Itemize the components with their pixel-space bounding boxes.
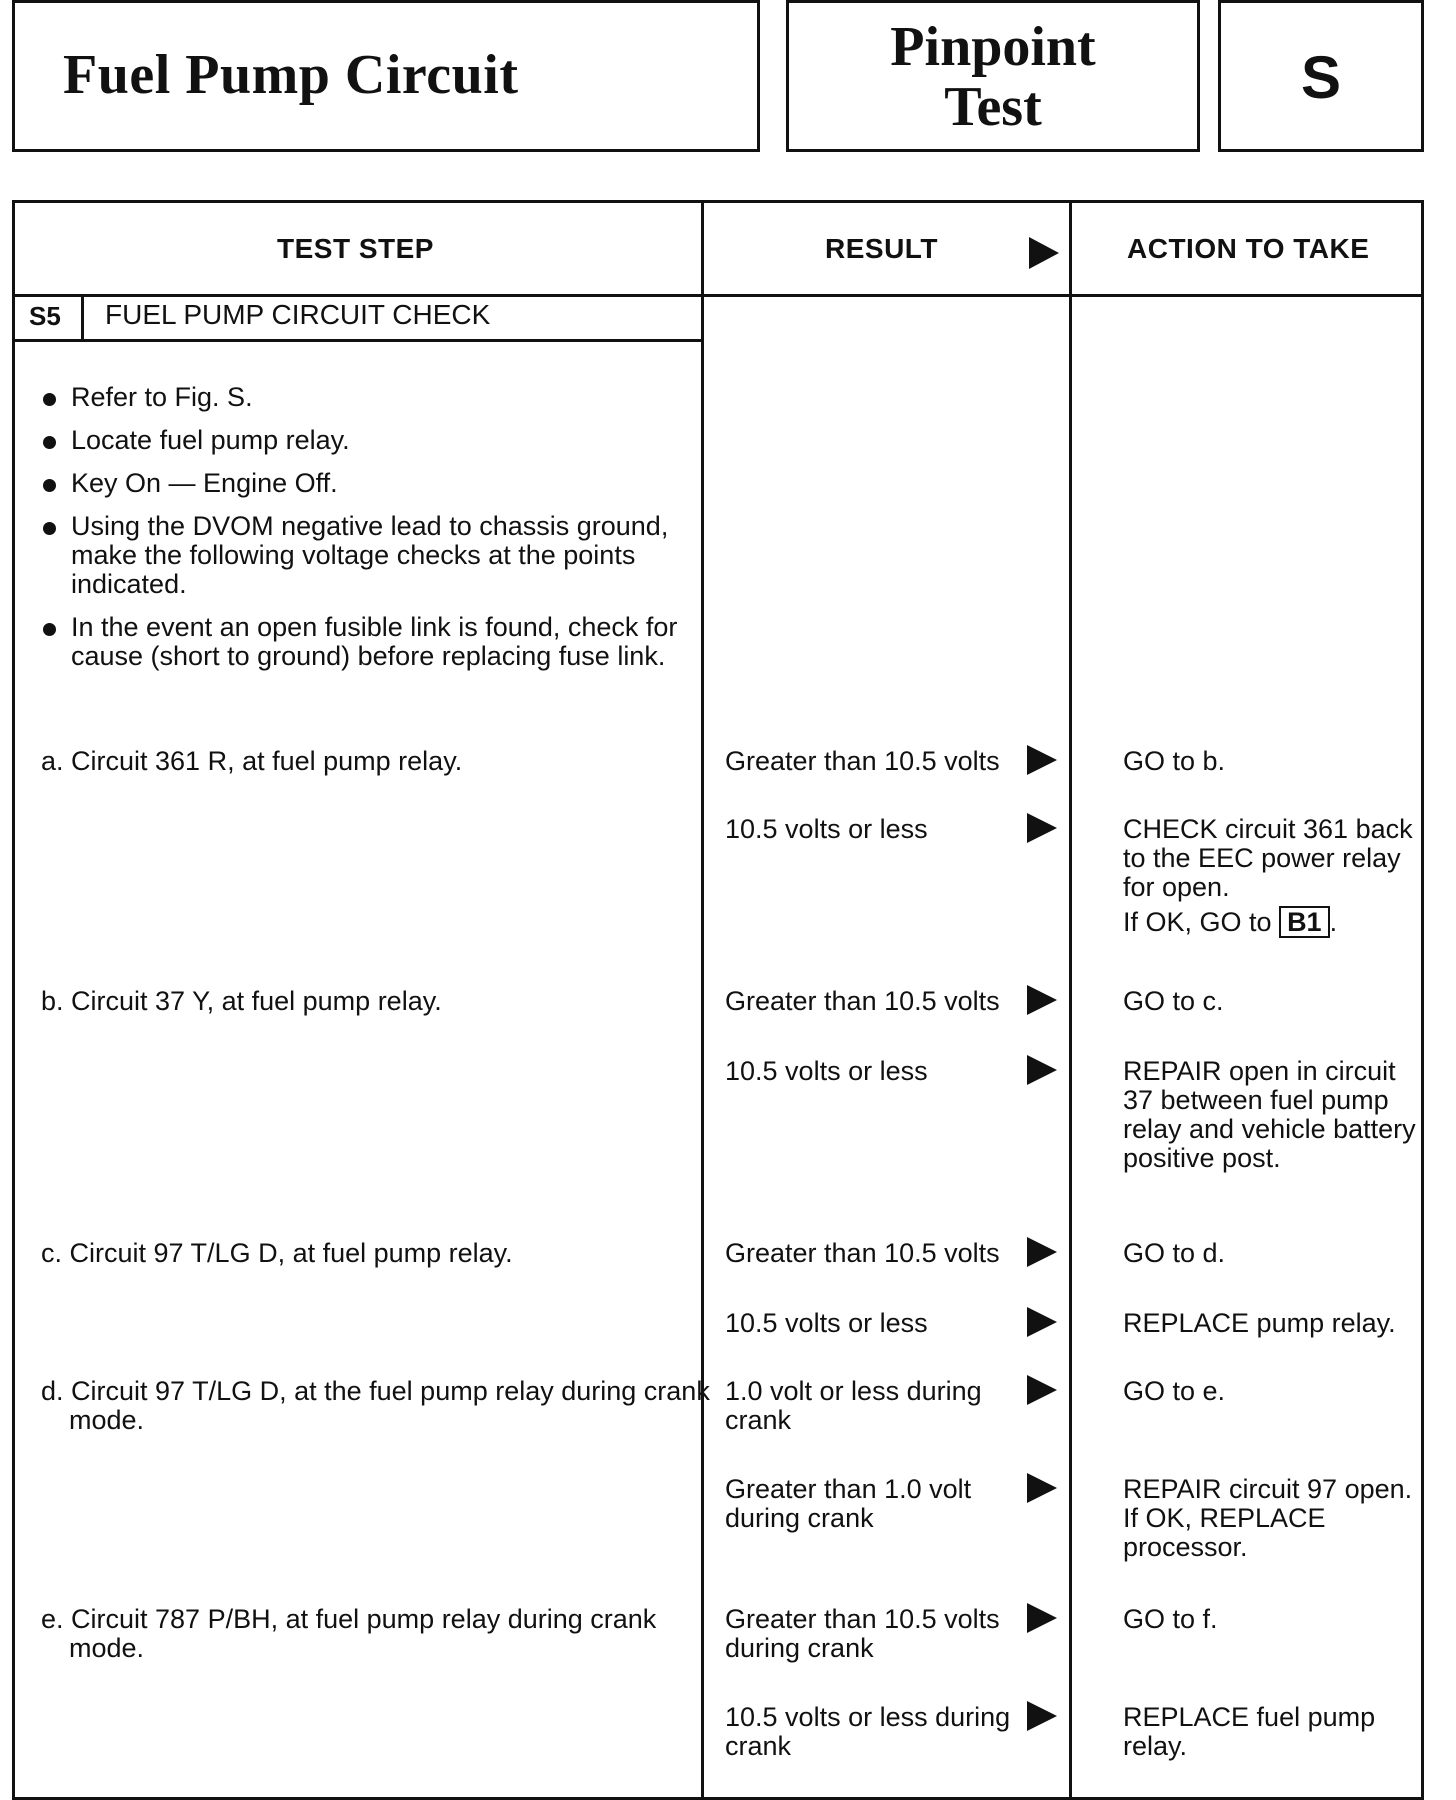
action-b-2: REPAIR open in circuit 37 between fuel pump relay and vehicle battery positive post. xyxy=(1123,1056,1416,1173)
arrow-icon xyxy=(1027,1307,1057,1337)
result-d-1: 1.0 volt or less during crank xyxy=(725,1376,982,1435)
step-reference-b1[interactable]: B1 xyxy=(1279,906,1330,938)
result-a-1: Greater than 10.5 volts xyxy=(725,746,1000,776)
header-action: ACTION TO TAKE xyxy=(1127,233,1370,264)
result-d-2: Greater than 1.0 volt during crank xyxy=(725,1474,972,1533)
header-result: RESULT xyxy=(825,233,938,264)
list-item: Locate fuel pump relay. xyxy=(43,426,703,455)
step-id: S5 xyxy=(29,301,61,331)
action-a-2: CHECK circuit 361 back to the EEC power relay for open. If OK, GO to B1 . xyxy=(1123,814,1413,937)
action-a-1: GO to b. xyxy=(1123,746,1226,776)
arrow-icon xyxy=(1027,1375,1057,1405)
result-a-2: 10.5 volts or less xyxy=(725,814,928,844)
step-c: c. Circuit 97 T/LG D, at fuel pump relay. xyxy=(41,1238,513,1268)
pinpoint-line1: Pinpoint xyxy=(890,16,1096,78)
header-arrow-icon xyxy=(1029,237,1059,269)
action-e-1: GO to f. xyxy=(1123,1604,1218,1634)
test-code: S xyxy=(1300,44,1342,111)
step-b: b. Circuit 37 Y, at fuel pump relay. xyxy=(41,986,442,1016)
result-b-1: Greater than 10.5 volts xyxy=(725,986,1000,1016)
arrow-icon xyxy=(1027,1473,1057,1503)
arrow-icon xyxy=(1027,745,1057,775)
list-item: In the event an open fusible link is found, check for cause (short to ground) before replacing fuse link. xyxy=(43,613,703,671)
step-a: a. Circuit 361 R, at fuel pump relay. xyxy=(41,746,463,776)
page-title: Fuel Pump Circuit xyxy=(63,44,519,106)
pinpoint-test-box xyxy=(786,0,1200,152)
arrow-icon xyxy=(1027,813,1057,843)
arrow-icon xyxy=(1027,1237,1057,1267)
action-c-1: GO to d. xyxy=(1123,1238,1226,1268)
bullet-icon xyxy=(43,522,56,535)
bullet-icon xyxy=(43,393,56,406)
bullet-icon xyxy=(43,479,56,492)
arrow-icon xyxy=(1027,985,1057,1015)
step-header-divider xyxy=(15,339,701,342)
result-b-2: 10.5 volts or less xyxy=(725,1056,928,1086)
title-box xyxy=(12,0,760,152)
test-code-box xyxy=(1218,0,1424,152)
result-e-2: 10.5 volts or less during crank xyxy=(725,1702,1011,1761)
column-divider-2 xyxy=(1069,203,1072,1797)
pinpoint-line2: Test xyxy=(944,76,1042,138)
instruction-list xyxy=(43,383,703,685)
pinpoint-table xyxy=(12,200,1424,1800)
result-c-1: Greater than 10.5 volts xyxy=(725,1238,1000,1268)
list-item: Refer to Fig. S. xyxy=(43,383,703,412)
list-item: Using the DVOM negative lead to chassis ground, make the following voltage checks at the points indicated. xyxy=(43,512,703,599)
header-test-step: TEST STEP xyxy=(277,233,434,264)
arrow-icon xyxy=(1027,1701,1057,1731)
header-divider xyxy=(15,294,1421,297)
action-e-2: REPLACE fuel pump relay. xyxy=(1123,1702,1376,1761)
step-title: FUEL PUMP CIRCUIT CHECK xyxy=(105,299,491,330)
bullet-icon xyxy=(43,623,56,636)
bullet-icon xyxy=(43,436,56,449)
arrow-icon xyxy=(1027,1055,1057,1085)
arrow-icon xyxy=(1027,1603,1057,1633)
result-e-1: Greater than 10.5 volts during crank xyxy=(725,1604,1000,1663)
step-e: e. Circuit 787 P/BH, at fuel pump relay during crank mode. xyxy=(41,1604,657,1663)
pinpoint-label xyxy=(789,17,1197,137)
step-id-divider xyxy=(81,294,84,339)
step-d: d. Circuit 97 T/LG D, at the fuel pump relay during crank mode. xyxy=(41,1376,710,1435)
list-item: Key On — Engine Off. xyxy=(43,469,703,498)
result-c-2: 10.5 volts or less xyxy=(725,1308,928,1338)
action-d-2: REPAIR circuit 97 open. If OK, REPLACE processor. xyxy=(1123,1474,1413,1562)
action-b-1: GO to c. xyxy=(1123,986,1224,1016)
action-c-2: REPLACE pump relay. xyxy=(1123,1308,1396,1338)
action-d-1: GO to e. xyxy=(1123,1376,1226,1406)
